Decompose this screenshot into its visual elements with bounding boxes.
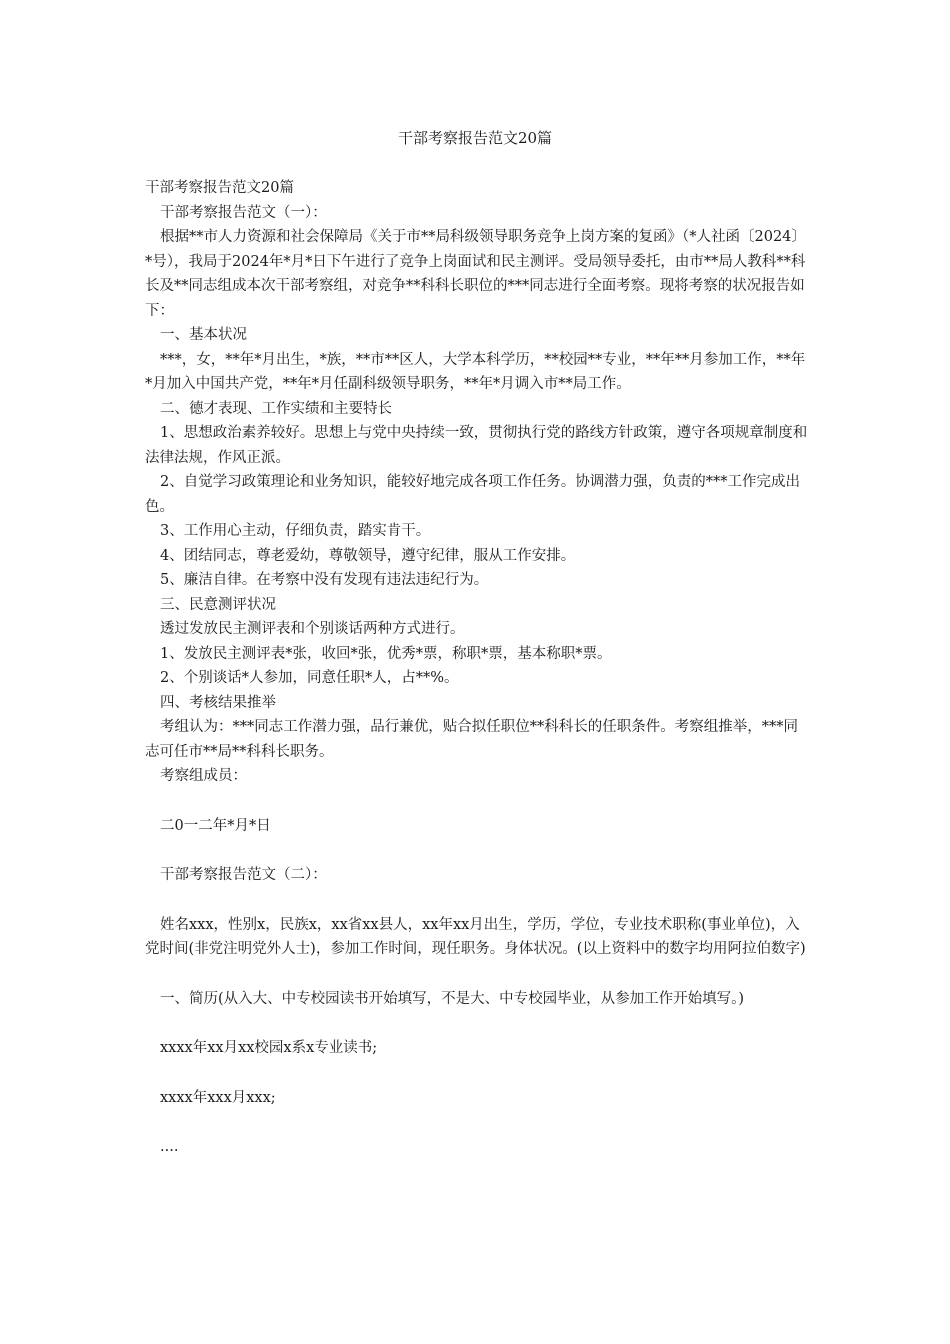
paragraph: xxxx年xx月xx校园x系x专业读书;	[160, 1040, 378, 1056]
document-body	[145, 176, 810, 1160]
paragraph: 3、工作用心主动，仔细负责，踏实肯干。	[160, 523, 431, 539]
paragraph: 姓名xxx，性别x，民族x，xx省xx县人，xx年xx月出生，学历，学位，专业技术职称(事业单位)，入党时间(非党注明党外人士)，参加工作时间，现任职务。身体状况。(以上资料中的数字均用阿拉伯数字)	[145, 916, 806, 957]
date-line: 二0一二年*月*日	[160, 817, 271, 834]
spacer	[145, 962, 810, 987]
paragraph: 考组认为：***同志工作潜力强，品行兼优，贴合拟任职位**科科长的任职条件。考察组推举，***同志可任市**局**科科长职务。	[145, 719, 798, 760]
section-title: 干部考察报告范文（二）：	[160, 867, 327, 883]
subheading: 一、基本状况	[160, 327, 247, 343]
spacer	[145, 1061, 810, 1086]
paragraph: ....	[160, 1139, 179, 1155]
document-heading: 干部考察报告范文20篇	[145, 180, 294, 196]
paragraph: 透过发放民主测评表和个别谈话两种方式进行。	[160, 621, 465, 637]
paragraph: 1、思想政治素养较好。思想上与党中央持续一致，贯彻执行党的路线方针政策，遵守各项规章制度和法律法规，作风正派。	[145, 425, 808, 466]
section-title: 干部考察报告范文（一）：	[160, 204, 327, 221]
paragraph: 5、廉洁自律。在考察中没有发现有违法违纪行为。	[160, 572, 489, 588]
paragraph: 4、团结同志，尊老爱幼，尊敬领导，遵守纪律，服从工作安排。	[160, 547, 576, 564]
spacer	[145, 789, 810, 814]
paragraph: ***，女，**年*月出生，*族，**市**区人，大学本科学历，**校园**专业，**年**月参加工作，**年*月加入中国共产党，**年*月任副科级领导职务，**年*月调入市**局工作。	[145, 351, 806, 392]
subheading: 三、民意测评状况	[160, 596, 276, 613]
spacer	[145, 1011, 810, 1036]
document-title: 干部考察报告范文20篇	[397, 129, 553, 147]
paragraph: 根据**市人力资源和社会保障局《关于市**局科级领导职务竞争上岗方案的复函》（*人社函〔2024〕*号），我局于2024年*月*日下午进行了竞争上岗面试和民主测评。受局领导委托，由市**局人教科**科长及**同志组成本次干部考察组，对竞争**科科长职位的***同志进行全面考察。现将考察的状况报告如下：	[145, 229, 806, 319]
spacer	[145, 838, 810, 863]
paragraph: 一、简历(从入大、中专校园读书开始填写，不是大、中专校园毕业，从参加工作开始填写。)	[160, 990, 745, 1007]
subheading: 二、德才表现、工作实绩和主要特长	[160, 400, 392, 417]
paragraph: xxxx年xxx月xxx;	[160, 1089, 276, 1106]
paragraph: 2、个别谈话*人参加，同意任职*人，占**%。	[160, 670, 459, 686]
spacer	[145, 1110, 810, 1135]
paragraph: 考察组成员：	[160, 768, 247, 784]
spacer	[145, 888, 810, 913]
paragraph: 2、自觉学习政策理论和业务知识，能较好地完成各项工作任务。协调潜力强，负责的***工作完成出色。	[145, 474, 800, 515]
paragraph: 1、发放民主测评表*张，收回*张，优秀*票，称职*票，基本称职*票。	[160, 645, 612, 662]
subheading: 四、考核结果推举	[160, 694, 276, 711]
